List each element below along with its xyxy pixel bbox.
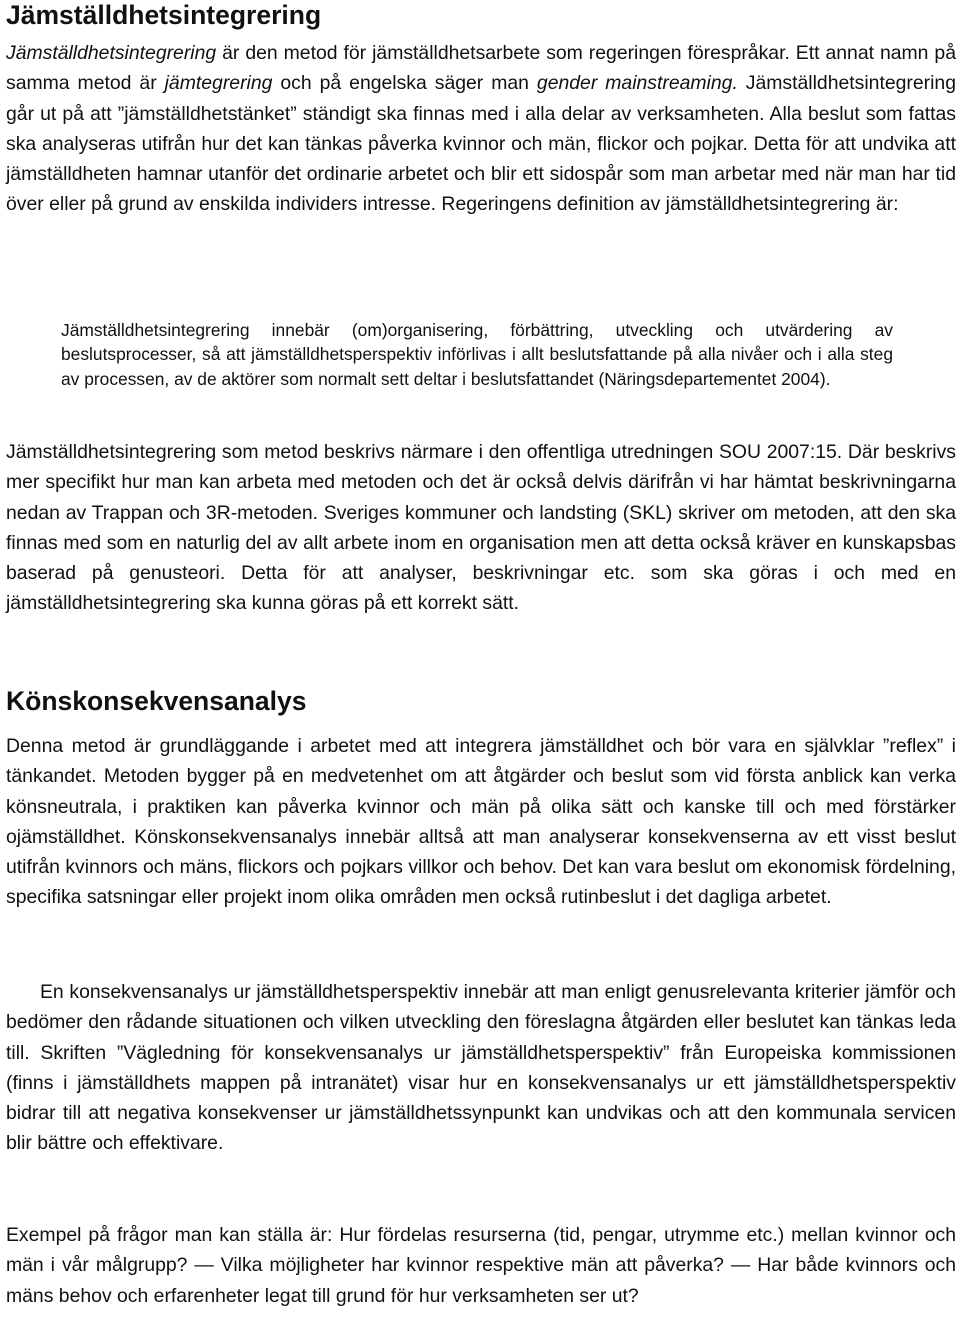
intro-text-1: är den metod för jämställdhetsarbete som regeringen förespråkar. Ett annat namn på samma metod är: [6, 42, 956, 95]
intro-text-2: och på engelska säger man: [272, 72, 537, 95]
definition-quote: Jämställdhetsintegrering innebär (om)organisering, förbättring, utveckling och utvärdering av beslutsprocesser, så att jämställdhetsperspektiv införlivas i allt beslutsfattande på alla nivåer och i alla steg av processen, av de aktörer som normalt sett deltar i beslutsfattandet (Näringsdepartementet 2004).: [61, 320, 893, 389]
sou-paragraph: Jämställdhetsintegrering som metod beskrivs närmare i den offentliga utredningen SOU 2007:15. Där beskrivs mer specifikt hur man kan arbeta med metoden och det är också delvis därifrån vi har hämtat beskrivningarna nedan av Trappan och 3R-metoden. Sveriges kommuner och landsting (SKL) skriver om metoden, att den ska finnas med som en naturlig del av allt arbete inom en organisation men att detta också kräver en kunskapsbas baserad på genusteori. Detta för att analyser, beskrivningar etc. som ska göras i och med en jämställdhetsintegrering ska kunna göras på ett korrekt sätt.: [6, 441, 956, 615]
analysis-paragraph: Denna metod är grundläggande i arbetet med att integrera jämställdhet och bör vara en självklar ”reflex” i tänkandet. Metoden bygger på en medvetenhet om att åtgärder och beslut som vid första anblick kan verka könsneutrala, i praktiken kan påverka kvinnor och män på olika sätt och kanske till och med förstärker ojämställdhet. Könskonsekvensanalys innebär alltså att man analyserar konsekvenserna av ett visst beslut utifrån kvinnors och mäns, flickors och pojkars villkor och behov. Det kan vara beslut om ekonomisk fördelning, specifika satsningar eller projekt inom olika områden men också rutinbeslut i det dagliga arbetet.: [6, 735, 956, 909]
consequence-text: En konsekvensanalys ur jämställdhetsperspektiv innebär att man enligt genusrelevanta kriterier jämför och bedömer den rådande situationen och vilken utveckling den föreslagna åtgärden eller beslutet kan tänkas leda till. Skriften ”Vägledning för konsekvensanalys ur jämställdhetsperspektiv” från Europeiska kommissionen (finns i jämställdhets mappen på intranätet) visar hur en konsekvensanalys ur ett jämställdhetsperspektiv bidrar till att negativa konsekvenser ur jämställdhetssynpunkt kan undvikas och att den kommunala servicen blir bättre och effektivare.: [6, 981, 956, 1155]
intro-paragraph: [6, 38, 956, 220]
example-questions-paragraph: Exempel på frågor man kan ställa är: Hur fördelas resurserna (tid, pengar, utrymme etc.) mellan kvinnor och män i vår målgrupp? ― Vilka möjligheter har kvinnor respektive män att påverka? ― Har både kvinnors och mäns behov och erfarenheter legat till grund för hur verksamheten ser ut?: [6, 1224, 956, 1307]
term-jamtegrering: jämtegrering: [164, 72, 273, 95]
intro-text-3: Jämställdhetsintegrering går ut på att ”jämställdhetstänket” ständigt ska finnas med i alla delar av verksamheten. Alla beslut som fattas ska analyseras utifrån hur det kan tänkas påverka kvinnor och män, flickor och pojkar. Detta för att undvika att jämställdheten hamnar utanför det ordinarie arbetet och blir ett sidospår som man arbetar med när man har tid över eller på grund av enskilda individers intresse. Regeringens definition av jämställdhetsintegrering är:: [6, 72, 956, 216]
term-jamstalldhetsintegrering: Jämställdhetsintegrering: [6, 42, 217, 64]
section-heading-konskonsekvensanalys: Könskonsekvensanalys: [6, 686, 307, 716]
term-gender-mainstreaming: gender mainstreaming.: [536, 72, 738, 95]
consequence-paragraph: [6, 977, 956, 1159]
section-heading-jamstalldhetsintegrering: Jämställdhetsintegrering: [6, 0, 322, 30]
